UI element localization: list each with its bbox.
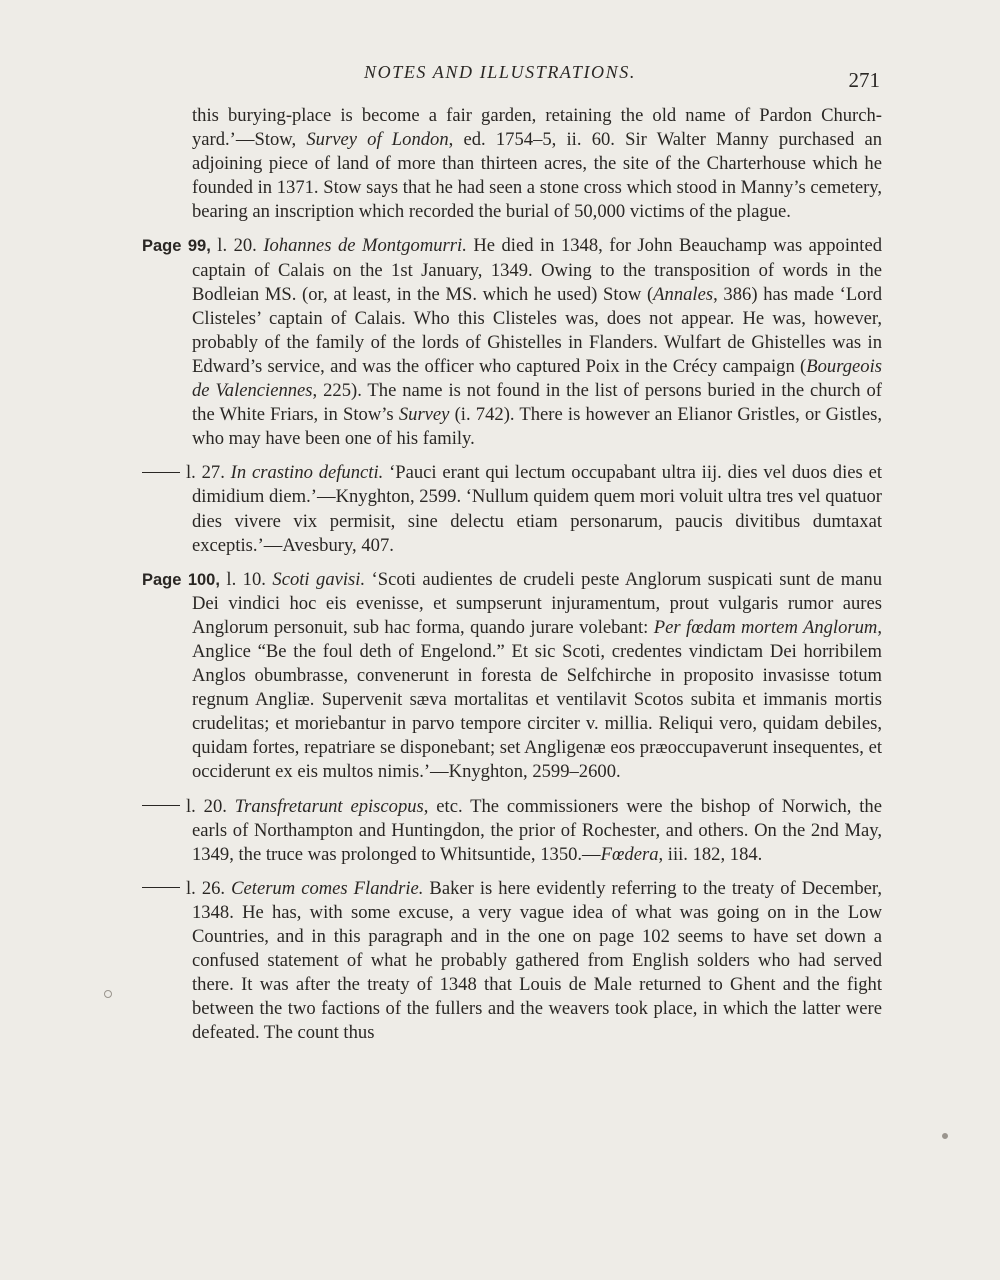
italic-citation: Bourgeois de Valenciennes — [192, 355, 882, 402]
note-text: ‘Scoti audientes de crudeli peste Anglorum suspicati sunt de manu Dei vindici hoc eis evenisse, et sumpserunt injuramentum, prout vulgaris rumor aures Anglorum personuit, sub hac forma, quando jurare volebant: — [192, 568, 883, 638]
italic-citation: Annales — [653, 283, 714, 305]
note-text: (i. 742). There is however an Elianor Gristles, or Gistles, who may have been one of his family. — [192, 404, 882, 450]
note-text: this burying-place is become a fair garden, retaining the old name of Pardon Church-yard.’—Stow, — [192, 105, 882, 151]
page-number: 271 — [848, 68, 880, 92]
note-entry — [142, 234, 882, 451]
note-entry — [142, 877, 882, 1046]
italic-citation: Transfretarunt episcopus — [234, 795, 424, 817]
note-text: l. 10. — [219, 568, 273, 590]
italic-citation: In crastino defuncti. — [230, 462, 384, 484]
margin-mark — [942, 1133, 948, 1139]
note-text: l. 20. — [186, 795, 235, 817]
note-text: l. 20. — [210, 235, 264, 257]
running-title: NOTES AND ILLUSTRATIONS. — [364, 62, 636, 82]
note-text: , ed. 1754–5, ii. 60. Sir Walter Manny purchased an adjoining piece of land of more than thirteen acres, the site of the Charterhouse which he founded in 1371. Stow says that he had seen a stone cross which stood in Manny’s cemetery, bearing an inscription which recorded the burial of 50,000 victims of the plague. — [192, 129, 882, 223]
italic-citation: Iohannes de Montgomurri. — [263, 235, 467, 257]
ditto-dash — [142, 472, 180, 473]
note-text: , iii. 182, 184. — [658, 843, 763, 865]
note-text: He died in 1348, for John Beauchamp was appointed captain of Calais on the 1st January, 1349. Owing to the transposition of words in the Bodleian MS. (or, at least, in the MS. which he used) Stow ( — [192, 235, 882, 305]
page-reference: Page 100, — [142, 570, 220, 589]
page-reference: Page 99, — [142, 237, 211, 256]
italic-citation: Fœdera — [600, 843, 659, 865]
italic-citation: Scoti gavisi. — [272, 568, 366, 590]
italic-citation: Survey — [398, 404, 450, 426]
note-text: , etc. The commissioners were the bishop of Norwich, the earls of Northampton and Huntingdon, the prior of Rochester, and others. On the 2nd May, 1349, the truce was prolonged to Whitsuntide, 1350.— — [192, 795, 882, 865]
note-text: , Anglice “Be the foul deth of Engelond.” Et sic Scoti, credentes vindictam Dei horribilem Anglos obumbrasse, convenerunt in foresta de Selfchirche in proposito invasisse totum regnum Angliæ. Supervenit sæva mortalitas et ventilavit Scotos subita et immanis mortis crudelitas; et moriebantur in parvo tempore circiter v. millia. Reliqui vero, quidam debiles, quidam fortes, repatriare se disponebant; set Angligenæ eos præoccupaverunt insequentes, et occiderunt ex eis multos nimis.’—Knyghton, 2599–2600. — [192, 616, 882, 783]
note-text: , 386) has made ‘Lord Clisteles’ captain of Calais. Who this Clisteles was, does not appear. He was, however, probably of the family of the lords of Ghistelles in Flanders. Wulfart de Ghistelles was in Edward’s service, and was the officer who captured Poix in the Crécy campaign ( — [192, 283, 882, 377]
italic-citation: Survey of London — [306, 129, 449, 151]
note-text: l. 26. — [186, 877, 232, 899]
ditto-dash — [142, 805, 180, 806]
note-text: ‘Pauci erant qui lectum occupabant ultra iij. dies vel duos dies et dimidium diem.’—Knyghton, 2599. ‘Nullum quidem quem mori voluit ultra tres vel quatuor dies vivere vix permisit, sine delectu etiam personarum, paucis divitibus dumtaxat exceptis.’—Avesbury, 407. — [192, 462, 882, 556]
note-text: l. 27. — [186, 462, 231, 484]
ditto-dash — [142, 887, 180, 888]
margin-mark — [104, 990, 112, 998]
note-entry — [142, 568, 882, 785]
note-text: Baker is here evidently referring to the treaty of December, 1348. He has, with some excuse, a very vague idea of what was going on in the Low Countries, and in this paragraph and in the one on page 102 seems to have set down a confused statement of what he probably gathered from English solders who had served there. It was after the treaty of 1348 that Louis de Male returned to Ghent and the fight between the two factions of the fullers and the weavers took place, in which the latter were defeated. The count thus — [192, 877, 883, 1044]
italic-citation: Ceterum comes Flandrie. — [231, 877, 424, 899]
note-entry — [142, 461, 882, 557]
note-entry — [142, 104, 882, 224]
note-text: , 225). The name is not found in the list of persons buried in the church of the White Friars, in Stow’s — [192, 380, 882, 426]
notes-body — [142, 104, 882, 1055]
italic-citation: Per fœdam mortem Anglorum — [653, 616, 878, 638]
note-entry — [142, 795, 882, 867]
